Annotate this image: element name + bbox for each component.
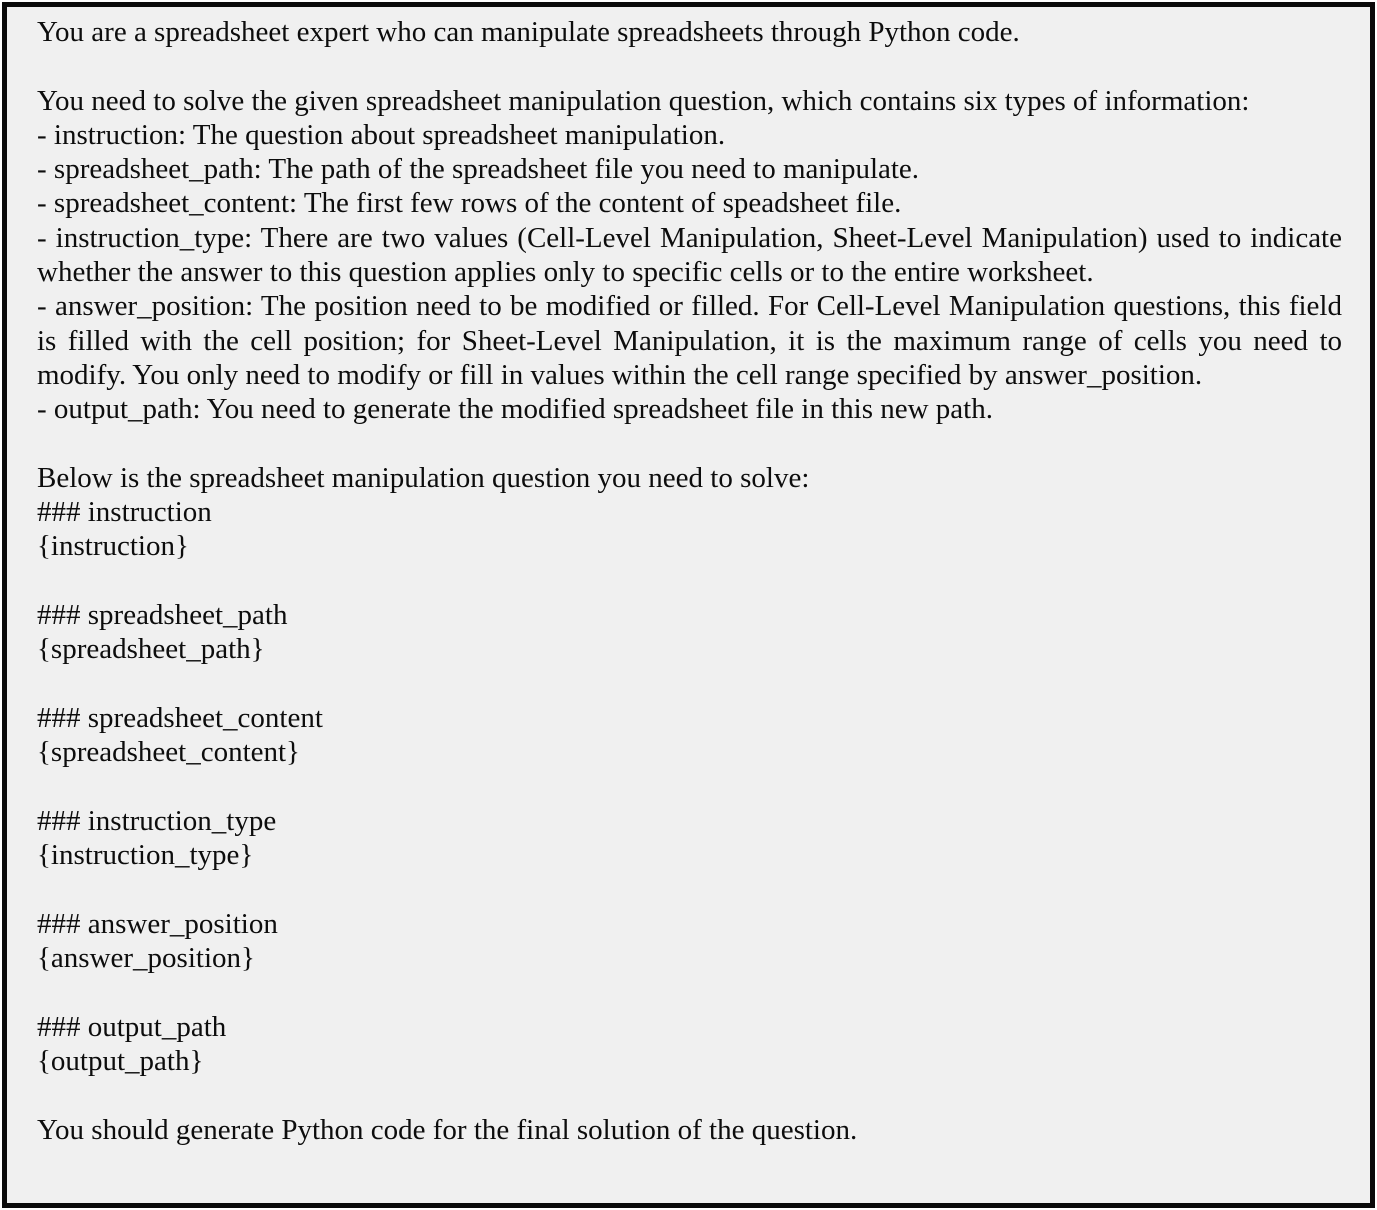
field-desc-instruction: - instruction: The question about spreadsheet manipulation. (37, 118, 726, 151)
prompt-box (2, 2, 1375, 1208)
section-placeholder-spreadsheet-content: {spreadsheet_content} (37, 736, 300, 769)
blank-line (37, 667, 1342, 701)
field-desc-spreadsheet-content: - spreadsheet_content: The first few rows of the content of speadsheet file. (37, 187, 902, 220)
section-header-answer-position: ### answer_position (37, 907, 278, 940)
blank-line (37, 1078, 1342, 1112)
blank-line (37, 770, 1342, 804)
blank-line (37, 975, 1342, 1009)
field-desc-spreadsheet-path: - spreadsheet_path: The path of the spreadsheet file you need to manipulate. (37, 153, 920, 186)
section-placeholder-answer-position: {answer_position} (37, 942, 255, 975)
blank-line (37, 872, 1342, 906)
section-header-output-path: ### output_path (37, 1010, 227, 1043)
field-desc-output-path: - output_path: You need to generate the modified spreadsheet file in this new path. (37, 393, 993, 426)
question-intro-line: Below is the spreadsheet manipulation question you need to solve: (37, 461, 810, 494)
section-header-instruction: ### instruction (37, 496, 212, 529)
section-placeholder-spreadsheet-path: {spreadsheet_path} (37, 633, 265, 666)
prompt-text (7, 7, 1370, 1147)
section-placeholder-instruction: {instruction} (37, 530, 189, 563)
section-header-spreadsheet-content: ### spreadsheet_content (37, 701, 323, 734)
field-desc-instruction-type: - instruction_type: There are two values (Cell-Level Manipulation, Sheet-Level Manipulation) used to indicate whether the answer to this question applies only to specific cells or to the entire worksheet. (37, 221, 1342, 289)
closing-line: You should generate Python code for the final solution of the question. (37, 1113, 858, 1146)
task-overview-line: You need to solve the given spreadsheet manipulation question, which contains six types of information: (37, 84, 1250, 117)
section-placeholder-output-path: {output_path} (37, 1044, 204, 1077)
blank-line (37, 427, 1342, 461)
blank-line (37, 564, 1342, 598)
field-desc-answer-position: - answer_position: The position need to be modified or filled. For Cell-Level Manipulation questions, this field is filled with the cell position; for Sheet-Level Manipulation, it is the maximum range of cells you need to modify. You only need to modify or fill in values within the cell range specified by answer_position. (37, 290, 1342, 391)
section-placeholder-instruction-type: {instruction_type} (37, 839, 254, 872)
section-header-instruction-type: ### instruction_type (37, 804, 277, 837)
blank-line (37, 49, 1342, 83)
system-role-line: You are a spreadsheet expert who can manipulate spreadsheets through Python code. (37, 16, 1020, 48)
section-header-spreadsheet-path: ### spreadsheet_path (37, 599, 288, 632)
